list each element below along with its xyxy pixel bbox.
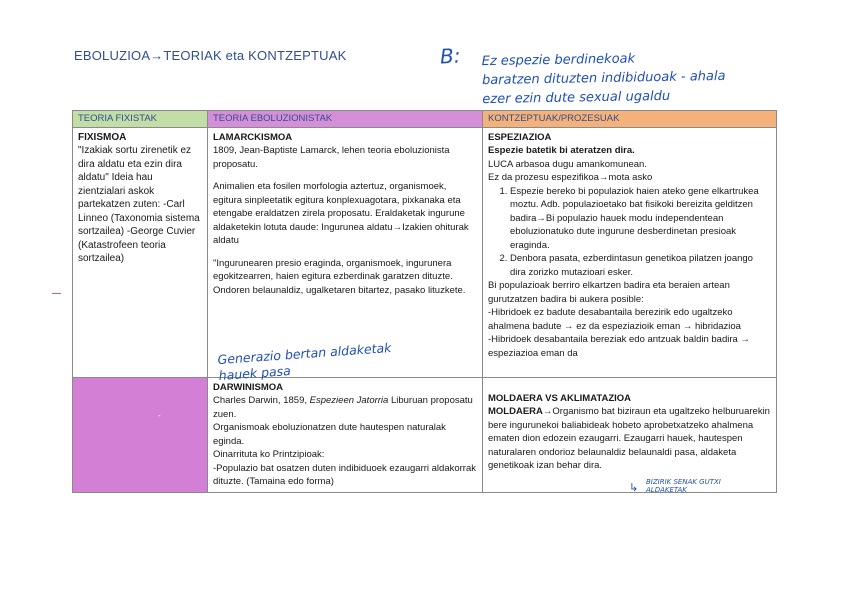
darwin-selection: Organismoak eboluzionatzen dute hautespen naturalak eginda.	[213, 422, 446, 447]
handwritten-top-note: Ez espezie berdinekoak baratzen dituzten indibiduoak - ahala ezer ezin dute sexual ugaldu	[481, 51, 726, 108]
header-evolutionary-theories: TEORIA EBOLUZIONISTAK	[208, 111, 483, 128]
list-item: 1. Espezie bereko bi populaziok haien ateko gene elkartrukea moztu. Adb. populazioetako bat fisikoki bereizita gelditzen badira→Bi populazio hauek modu independentean eboluzionatuko dute ingurune desberdinetan presioak eraginda.	[510, 185, 771, 253]
table-row	[73, 377, 777, 492]
fixismoa-cell	[73, 127, 208, 377]
handwritten-moldaera-note: BIZIRIK SENAK GUTXI ALDAKETAK	[646, 478, 721, 494]
handwritten-b-mark: B:	[439, 43, 462, 69]
darwin-intro-b: Liburuan proposatu zuen.	[213, 395, 473, 420]
darwin-title: DARWINISMOA	[213, 381, 284, 393]
document-title: EBOLUZIOA→TEORIAK eta KONTZEPTUAK	[74, 48, 347, 63]
lamarck-quote: "Ingurunearen presio eraginda, organismoek, ingurunera egokitzearren, haien egitura ezberdinak garatzen dituzte. Ondoren belaunaldiz, ugalketaren bitartez, pasako lituzkete.	[213, 257, 466, 296]
moldaera-title: MOLDAERA VS AKLIMATAZIOA	[488, 392, 632, 404]
darwin-intro	[213, 394, 477, 421]
espeziazioa-reunion: Bi populazioak berriro elkartzen badira eta beraien artean gurutzatzen badira bi aukera posible:	[488, 280, 730, 305]
darwin-intro-a: Charles Darwin, 1859,	[213, 395, 310, 406]
darwin-cell	[208, 377, 483, 492]
espeziazioa-types: Ez da prozesu espezifikoa→mota asko	[488, 172, 653, 183]
moldaera-lead: MOLDAERA	[488, 406, 543, 417]
darwin-principles: Oinarrituta ko Printzipioak:	[213, 449, 325, 460]
espeziazioa-steps	[488, 185, 771, 280]
fixismoa-title: FIXISMOA	[78, 131, 127, 143]
table-row	[73, 127, 777, 377]
header-fixist-theories: TEORIA FIXISTAK	[73, 111, 208, 128]
cell-mark: -	[158, 410, 161, 420]
margin-mark	[52, 293, 61, 294]
espeziazioa-title: ESPEZIAZIOA	[488, 131, 552, 143]
fixismoa-body: "Izakiak sortu zirenetik ez dira aldatu eta ezin dira aldatu" Ideia hau zientzialari askok partekatzen zuten: -Carl Linneo (Taxonomia sistema sortzailea) -George Cuvier (Katastrofeen teoria sortzailea)	[78, 145, 200, 264]
espeziazioa-hybrid-sterile: -Hibridoek desabantaila bereziak edo antzuak baldin badira → espeziazioa eman da	[488, 334, 750, 359]
espeziazioa-hybrid-fertile: -Hibridoek ez badute desabantaila berezirik edo ugaltzeko ahalmena badute → ez da espeziazioik eman → hibridazioa	[488, 307, 741, 332]
lamarck-intro: 1809, Jean-Baptiste Lamarck, lehen teoria eboluzionista proposatu.	[213, 145, 450, 170]
darwin-variation: -Populazio bat osatzen duten indibiduoek ezaugarri aldakorrak dituzte. (Tamaina edo forma)	[213, 462, 477, 487]
moldaera-body: →Organismo bat biziraun eta ugaltzeko helburuarekin bere ingurunekoi baliabideak hobeto aprobetxatzeko ahalmena ematen dion edozein ezaugarri. Ezaugarri hauek, hautespen naturalaren ondorioz belaunaldiz belaunaldi pasa, aldaketa genetikoak izan behar dira.	[488, 406, 770, 471]
lamarck-morphology: Animalien eta fosilen morfologia aztertuz, organismoek, egitura sinpleetatik egitura konplexuagotara, pixkanaka eta etengabe eraldatzen zirela proposatu. Eraldaketak ingurune aldaketekin lotuta daude: Ingurunea aldatu→Izakien ohiturak aldatu	[213, 181, 469, 246]
espeziazioa-subtitle: Espezie batetik bi ateratzen dira.	[488, 145, 635, 156]
moldaera-cell	[483, 377, 777, 492]
lamarck-title: LAMARCKISMOA	[213, 131, 293, 143]
header-concepts-processes: KONTZEPTUAK/PROZESUAK	[483, 111, 777, 128]
darwin-book-title: Espezieen Jatorria	[309, 395, 389, 406]
list-item: 2. Denbora pasata, ezberdintasun genetikoa pilatzen joango dira zorizko mutazioari esker.	[510, 252, 771, 279]
handwritten-arrow-icon: ↳	[629, 481, 639, 494]
concepts-table	[72, 110, 777, 493]
lamarck-cell	[208, 127, 483, 377]
handwritten-lamarck-note: Generazio bertan aldaketak hauek pasa	[217, 339, 392, 384]
moldaera-text	[488, 405, 771, 473]
espeziazioa-cell	[483, 127, 777, 377]
fixismoa-empty-cell	[73, 377, 208, 492]
table-header-row	[73, 111, 777, 128]
espeziazioa-luca: LUCA arbasoa dugu amankomunean.	[488, 158, 647, 170]
